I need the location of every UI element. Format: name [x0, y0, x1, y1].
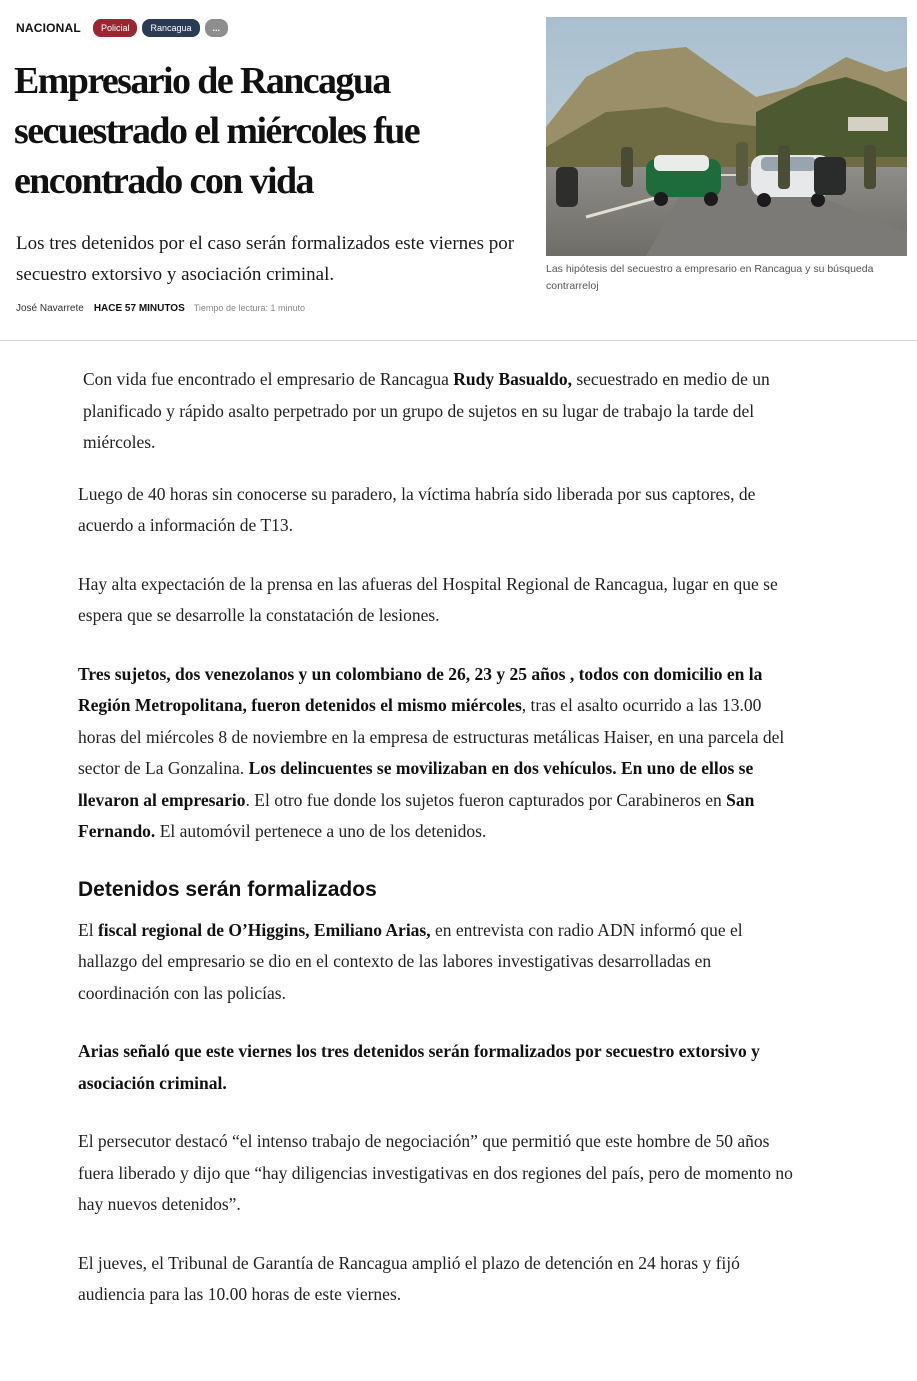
p4-bold-3: San Fernando.	[78, 789, 755, 841]
paragraph-5	[78, 915, 798, 1010]
author-link[interactable]: José Navarrete	[16, 303, 84, 314]
headline: Empresario de Rancagua secuestrado el miércoles fue encontrado con vida	[14, 60, 420, 202]
p1-text-1: Con vida fue encontrado el empresario de Rancagua	[83, 369, 454, 389]
reading-time: Tiempo de lectura: 1 minuto	[193, 303, 305, 313]
paragraph-8: El jueves, el Tribunal de Garantía de Rancagua amplió el plazo de detención en 24 horas y fijó audiencia para las 10.00 horas de este viernes.	[78, 1252, 740, 1304]
section-label[interactable]: NACIONAL	[16, 21, 81, 35]
paragraph-4	[78, 659, 798, 848]
paragraph-7: El persecutor destacó “el intenso trabajo de negociación” que permitió que este hombre de 50 años fuera liberado y dijo que “hay diligencias investigativas en dos regiones del país, pero de momento no hay nuevos detenidos”.	[78, 1131, 793, 1214]
p4-text-3: El automóvil pertenece a uno de los detenidos.	[155, 821, 487, 841]
lead-photo[interactable]	[546, 17, 907, 256]
paragraph-3: Hay alta expectación de la prensa en las afueras del Hospital Regional de Rancagua, lugar en que se espera que se desarrolle la constatación de lesiones.	[78, 573, 778, 625]
p4-bold-2: Los delincuentes se movilizaban en dos vehículos. En uno de ellos se llevaron al empresario	[78, 758, 754, 810]
p4-text-1: , tras el asalto ocurrido a las 13.00 horas del miércoles 8 de noviembre en la empresa de estructuras metálicas Haiser, en una parcela del sector de La Gonzalina.	[78, 695, 785, 778]
p5-text-2: en entrevista con radio ADN informó que el hallazgo del empresario se dio en el contexto de las labores investigativas desarrolladas en coordinación con las policías.	[78, 919, 743, 1003]
paragraph-2: Luego de 40 horas sin conocerse su paradero, la víctima habría sido liberada por sus captores, de acuerdo a información de T13.	[78, 483, 756, 535]
p1-text-2: secuestrado en medio de un planificado y rápido asalto perpetrado por un grupo de sujetos en su lugar de trabajo la tarde del miércoles.	[83, 369, 770, 452]
publish-time: HACE 57 MINUTOS	[93, 303, 185, 314]
article-header	[0, 0, 917, 340]
p6-bold: Arias señaló que este viernes los tres detenidos serán formalizados por secuestro extorsivo y asociación criminal.	[78, 1041, 760, 1093]
article-body	[78, 364, 798, 1338]
p4-text-2: . El otro fue donde los sujetos fueron capturados por Carabineros en	[245, 789, 727, 810]
subheading: Detenidos serán formalizados	[78, 877, 377, 901]
tag-rancagua[interactable]: Rancagua	[142, 19, 199, 37]
header-divider	[0, 340, 917, 341]
tag-policial[interactable]: Policial	[93, 19, 138, 37]
p4-bold-1: Tres sujetos, dos venezolanos y un colombiano de 26, 23 y 25 años , todos con domicilio en la Región Metropolitana, fueron detenidos el mismo miércoles	[78, 663, 763, 715]
more-tags-button[interactable]: ...	[205, 19, 229, 37]
byline	[16, 303, 305, 314]
deck: Los tres detenidos por el caso serán formalizados este viernes por secuestro extorsivo y asociación criminal.	[16, 233, 515, 285]
p5-text-1: El	[78, 919, 98, 940]
p5-bold-1: fiscal regional de O’Higgins, Emiliano Arias,	[97, 919, 431, 940]
tags-row	[16, 17, 233, 39]
paragraph-6	[78, 1036, 798, 1099]
photo-caption: Las hipótesis del secuestro a empresario en Rancagua y su búsqueda contrarreloj	[546, 263, 874, 292]
p1-bold-name: Rudy Basualdo,	[453, 369, 572, 389]
photo-illustration	[546, 17, 907, 256]
paragraph-intro	[83, 364, 798, 459]
